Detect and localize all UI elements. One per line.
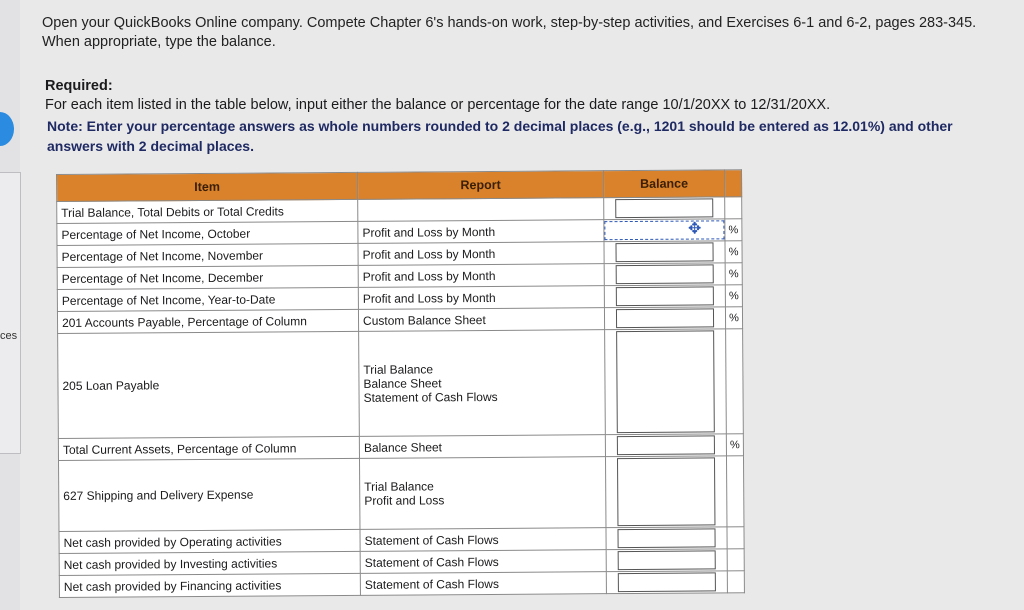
row-report: Statement of Cash Flows bbox=[360, 550, 606, 574]
balance-input[interactable] bbox=[617, 435, 715, 455]
row-pct bbox=[725, 197, 742, 219]
header-balance: Balance bbox=[603, 170, 724, 198]
required-heading: Required: bbox=[45, 78, 113, 94]
table-row bbox=[59, 571, 744, 598]
balance-input[interactable] bbox=[615, 242, 713, 262]
row-report: Profit and Loss by Month bbox=[358, 264, 604, 288]
row-item: Total Current Assets, Percentage of Column bbox=[58, 436, 359, 460]
row-item: Net cash provided by Financing activities bbox=[59, 573, 360, 597]
side-panel-tab[interactable] bbox=[0, 172, 21, 454]
required-description: For each item listed in the table below, input either the balance or percentage for the date range 10/1/20XX to 12/31/20XX. bbox=[45, 97, 831, 113]
header-report: Report bbox=[357, 171, 603, 200]
row-report: Custom Balance Sheet bbox=[358, 308, 604, 332]
percent-symbol: % bbox=[725, 241, 742, 263]
report-line: Trial Balance bbox=[363, 362, 434, 377]
row-balance-cell bbox=[605, 456, 726, 528]
side-panel-label: ces bbox=[0, 330, 18, 342]
balance-input[interactable] bbox=[617, 457, 715, 526]
balance-input[interactable] bbox=[618, 572, 716, 592]
report-line: Trial Balance bbox=[364, 479, 434, 494]
row-balance-cell bbox=[605, 329, 727, 435]
row-balance-cell bbox=[604, 219, 725, 242]
table-row bbox=[59, 456, 744, 532]
row-balance-cell bbox=[604, 285, 725, 308]
percent-symbol: % bbox=[725, 263, 742, 285]
move-cursor-icon: ✥ bbox=[687, 220, 702, 238]
row-report: Profit and Loss by Month bbox=[358, 220, 604, 244]
row-report: Statement of Cash Flows bbox=[360, 572, 606, 596]
row-report: Profit and Loss by Month bbox=[358, 286, 604, 310]
row-item: 201 Accounts Payable, Percentage of Column bbox=[57, 309, 358, 333]
row-report bbox=[358, 198, 604, 222]
row-report: Balance Sheet bbox=[359, 435, 605, 459]
table-row bbox=[58, 329, 744, 439]
row-item: 627 Shipping and Delivery Expense bbox=[59, 458, 360, 531]
header-pct bbox=[724, 170, 741, 197]
balance-input[interactable] bbox=[616, 264, 714, 284]
balance-input[interactable] bbox=[616, 286, 714, 306]
row-balance-cell bbox=[606, 571, 727, 594]
report-line: Profit and Loss bbox=[364, 493, 445, 508]
row-balance-cell bbox=[604, 263, 725, 286]
percent-symbol: % bbox=[725, 307, 742, 329]
row-item: Percentage of Net Income, December bbox=[57, 265, 358, 289]
row-pct bbox=[727, 549, 744, 571]
balance-input[interactable] bbox=[617, 528, 715, 548]
row-item: Percentage of Net Income, Year-to-Date bbox=[57, 287, 358, 311]
row-balance-cell bbox=[604, 197, 725, 220]
row-pct bbox=[727, 527, 744, 549]
header-item: Item bbox=[57, 172, 358, 201]
row-pct bbox=[726, 456, 743, 527]
balance-input[interactable] bbox=[615, 198, 713, 218]
row-pct bbox=[726, 329, 744, 434]
row-item: Percentage of Net Income, November bbox=[57, 243, 358, 267]
row-balance-cell bbox=[606, 527, 727, 550]
row-item: Percentage of Net Income, October bbox=[57, 221, 358, 245]
percent-symbol: % bbox=[726, 434, 743, 456]
balance-table bbox=[56, 169, 745, 598]
balance-input[interactable] bbox=[604, 220, 724, 240]
row-report bbox=[359, 457, 605, 530]
percent-symbol: % bbox=[725, 219, 742, 241]
row-balance-cell bbox=[605, 434, 726, 457]
percent-symbol: % bbox=[725, 285, 742, 307]
row-item: Net cash provided by Operating activities bbox=[59, 529, 360, 553]
balance-input[interactable] bbox=[618, 550, 716, 570]
row-report: Statement of Cash Flows bbox=[360, 528, 606, 552]
row-balance-cell bbox=[604, 241, 725, 264]
row-item: 205 Loan Payable bbox=[58, 331, 360, 438]
row-item: Net cash provided by Investing activities bbox=[59, 551, 360, 575]
assignment-intro: Open your QuickBooks Online company. Compete Chapter 6's hands-on work, step-by-step activities, and Exercises 6-1 and 6-2, pages 283-345. When appropriate, type the balance. bbox=[42, 15, 977, 50]
report-line: Balance Sheet bbox=[363, 376, 442, 391]
row-item: Trial Balance, Total Debits or Total Credits bbox=[57, 199, 358, 223]
row-balance-cell bbox=[604, 307, 725, 330]
balance-input[interactable] bbox=[616, 330, 715, 433]
row-report bbox=[359, 330, 606, 437]
row-pct bbox=[727, 571, 744, 593]
rounding-note: Note: Enter your percentage answers as whole numbers rounded to 2 decimal places (e.g., 1201 should be entered as 12.01%) and other answers with 2 decimal places. bbox=[47, 118, 953, 154]
report-line: Statement of Cash Flows bbox=[363, 389, 498, 405]
row-balance-cell bbox=[606, 549, 727, 572]
balance-input[interactable] bbox=[616, 308, 714, 328]
row-report: Profit and Loss by Month bbox=[358, 242, 604, 266]
